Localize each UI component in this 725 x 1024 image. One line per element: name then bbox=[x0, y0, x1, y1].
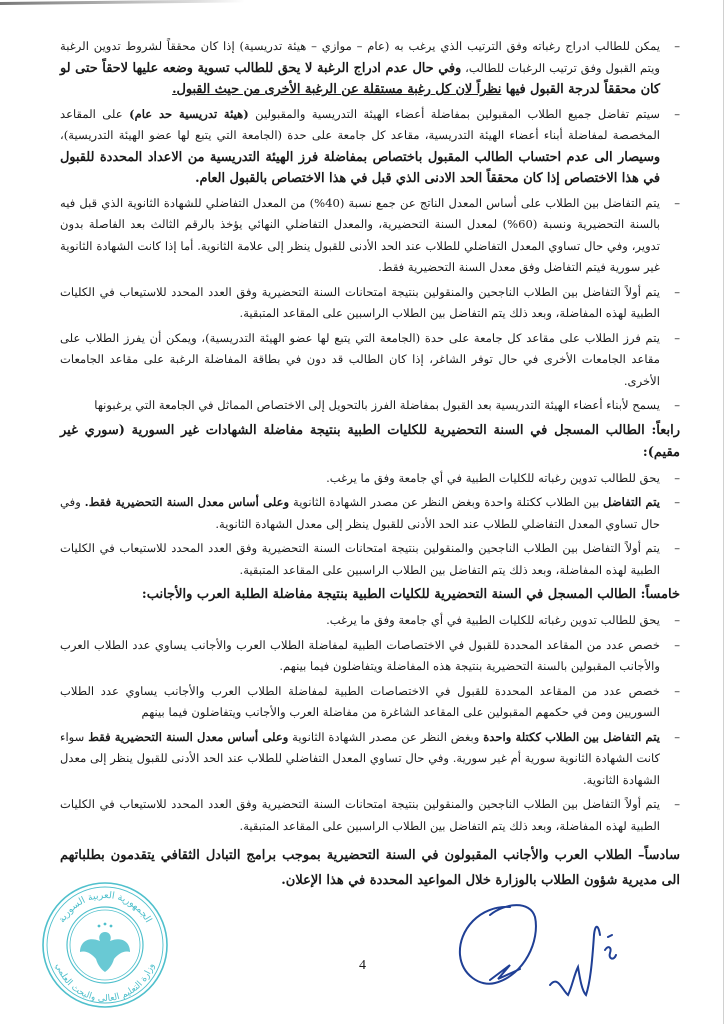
list-item bbox=[60, 727, 680, 792]
list-item-text: خصص عدد من المقاعد المحددة للقبول في الاختصاصات الطبية لمفاضلة الطلاب العرب والأجانب يساوي عدد الطلاب السوريين ومن في حكمهم المقبولين على المقاعد الشاغرة من مفاضلة العرب والأجانب ويتفاضلون فيما بينهم bbox=[60, 683, 660, 719]
document-page bbox=[60, 36, 680, 897]
list-item-text: سواء كانت الشهادة الثانوية سورية أم غير سورية. وفي حال تساوي المعدل التفاضلي للطلاب عند الحد الأدنى للقبول ينظر إلى معدل الشهادة الثانوية. bbox=[60, 729, 660, 787]
list-item-text: يحق للطالب تدوين رغباته للكليات الطبية في أي جامعة وفق ما يرغب. bbox=[326, 470, 660, 485]
list-item bbox=[60, 635, 680, 678]
section4-items bbox=[60, 468, 680, 582]
list-item-text: وسيصار الى عدم احتساب الطالب المقبول باختصاص بمفاضلة فرز الهيئة التدريسية من الاعداد المحددة للقبول في هذا الاختصاص إذا كان محققاً الحد الادنى الذي قبل في هذا الاختصاص بالقبول العام. bbox=[60, 149, 660, 186]
page-number: 4 bbox=[359, 958, 366, 973]
section4-heading: رابعاً: الطالب المسجل في السنة التحضيرية للكليات الطبية بنتيجة مفاضلة الشهادات غير السورية (سوري غير مقيم): bbox=[60, 422, 680, 460]
signature-icon bbox=[450, 895, 630, 1005]
section5-heading: خامساً: الطالب المسجل في السنة التحضيرية للكليات الطبية بنتيجة مفاضلة الطلبة العرب والأجانب: bbox=[141, 587, 680, 602]
list-item bbox=[60, 395, 680, 417]
list-item-text: يتم التفاضل بين الطلاب على أساس المعدل الناتج عن جمع نسبة (40%) من المعدل التفاضلي للشهادة الثانوية الذي قبل فيه بالسنة التحضيرية ونسبة (60%) لمعدل السنة التحضيرية، والمعدل التفاضلي النهائي يؤخذ بالرقم الثالث بعد الفاصلة بدون تدوير، وفي حال تساوي المعدل التفاضلي للطلاب عند الحد الأدنى للقبول ينظر إلى علامة الثانوية. أما إذا كانت الشهادة الثانوية غير سورية فيتم التفاضل وفق معدل السنة التحضيرية فقط. bbox=[60, 195, 661, 274]
list-item-text: على المقاعد المخصصة لمفاضلة أبناء أعضاء الهيئة التدريسية، مقاعد كل جامعة على حدة (الجامعة التي يتبع لها عضو الهيئة التدريسية)، bbox=[60, 106, 660, 142]
list-item bbox=[60, 538, 680, 581]
list-item-text: (هيئة تدريسية حد عام) bbox=[129, 106, 249, 121]
list-item-text: وعلى أساس معدل السنة التحضيرية فقط. bbox=[84, 495, 290, 509]
list-item-text: نظراً لان كل رغبة مستقلة عن الرغبة الأخرى من حيث القبول. bbox=[172, 82, 502, 97]
intro-items bbox=[60, 36, 680, 417]
list-item bbox=[60, 282, 680, 325]
list-item bbox=[60, 492, 680, 535]
list-item-text: سيتم تفاضل جميع الطلاب المقبولين بمفاضلة أعضاء الهيئة التدريسية والمقبولين bbox=[248, 106, 660, 121]
list-item bbox=[60, 468, 680, 490]
list-item-text: بين الطلاب ككتلة واحدة وبغض النظر عن مصدر الشهادة الثانوية bbox=[289, 495, 604, 509]
list-item bbox=[60, 193, 680, 279]
list-item-text: يتم أولاً التفاضل بين الطلاب الناجحين والمنقولين بنتيجة امتحانات السنة التحضيرية وفق العدد المحدد للاستيعاب في الكليات الطبية لهذه المفاضلة، وبعد ذلك يتم التفاضل بين الطلاب الراسبين على المقاعد المتبقية. bbox=[60, 797, 660, 833]
section6-heading: سادساً– الطلاب العرب والأجانب المقبولون في السنة التحضيرية بموجب برامج التبادل الثقافي يتقدمون بطلباتهم الى مديرية شؤون الطلاب بالوزارة خلال المواعيد المحددة في هذا الإعلان. bbox=[60, 848, 680, 888]
ministry-stamp-icon bbox=[40, 880, 170, 1010]
list-item bbox=[60, 36, 680, 101]
list-item-text: يتم التفاضل bbox=[603, 495, 660, 509]
list-item-text: يمكن للطالب ادراج رغباته وفق الترتيب الذي يرغب به (عام – موازي – هيئة تدريسية) إذا كان محققاً لشروط تدوين الرغبة ويتم القبول وفق ترتيب الرغبات للطالب، bbox=[60, 39, 660, 75]
stamp-inner-text: وزارة التعليم العالي والبحث العلمي bbox=[53, 961, 157, 1005]
list-item bbox=[60, 681, 680, 724]
list-item-text: يتم فرز الطلاب على مقاعد كل جامعة على حدة (الجامعة التي يتبع لها عضو الهيئة التدريسية)، ويمكن أن يفرز الطلاب على مقاعد الجامعات الأخرى في حال توفر الشاغر، إذا كان الطالب قد دون في بطاقة المفاضلة الرغبة على مقاعد الجامعات الأخرى. bbox=[60, 330, 660, 388]
list-item-text: يتم أولاً التفاضل بين الطلاب الناجحين والمنقولين بنتيجة امتحانات السنة التحضيرية وفق العدد المحدد للاستيعاب في الكليات الطبية لهذه المفاضلة، وبعد ذلك يتم التفاضل بين الطلاب الراسبين على المقاعد المتبقية. bbox=[60, 541, 660, 577]
section5-items bbox=[60, 610, 680, 837]
scan-edge-shadow bbox=[0, 0, 245, 5]
stamp-outer-text: الجمهورية العربية السورية bbox=[56, 889, 154, 925]
list-item bbox=[60, 794, 680, 837]
list-item bbox=[60, 610, 680, 632]
list-item bbox=[60, 328, 680, 393]
list-item-text: وفي حال عدم ادراج الرغبة لا يحق للطالب تسوية وضعه عليها لاحقاً حتى لو كان محققاً لدرجة القبول فيها bbox=[60, 60, 660, 97]
list-item-text: يتم أولاً التفاضل بين الطلاب الناجحين والمنقولين بنتيجة امتحانات السنة التحضيرية وفق العدد المحدد للاستيعاب في الكليات الطبية لهذه المفاضلة، وبعد ذلك يتم التفاضل بين الطلاب الراسبين على المقاعد المتبقية. bbox=[60, 284, 660, 320]
scan-edge-right bbox=[723, 0, 724, 1024]
list-item-text: وعلى أساس معدل السنة التحضيرية فقط bbox=[88, 729, 289, 744]
list-item bbox=[60, 104, 680, 190]
list-item-text: خصص عدد من المقاعد المحددة للقبول في الاختصاصات الطبية لمفاضلة الطلاب العرب والأجانب يساوي عدد الطلاب العرب والأجانب المقبولين بالسنة التحضيرية بنتيجة هذه المفاضلة ويتفاضلون فيما بينهم. bbox=[60, 637, 660, 673]
list-item-text: وبغض النظر عن مصدر الشهادة الثانوية bbox=[288, 729, 484, 744]
list-item-text: يتم التفاضل بين الطلاب ككتلة واحدة bbox=[483, 729, 661, 744]
list-item-text: يسمح لأبناء أعضاء الهيئة التدريسية بعد القبول بمفاضلة الفرز بالتحويل إلى الاختصاص المماثل في الجامعة التي يرغبونها bbox=[94, 398, 660, 412]
list-item-text: يحق للطالب تدوين رغباته للكليات الطبية في أي جامعة وفق ما يرغب. bbox=[326, 613, 660, 627]
list-item-text: وفي حال تساوي المعدل التفاضلي للطلاب عند الحد الأدنى للقبول ينظر إلى معدل الشهادة الثانوية. bbox=[60, 495, 660, 531]
